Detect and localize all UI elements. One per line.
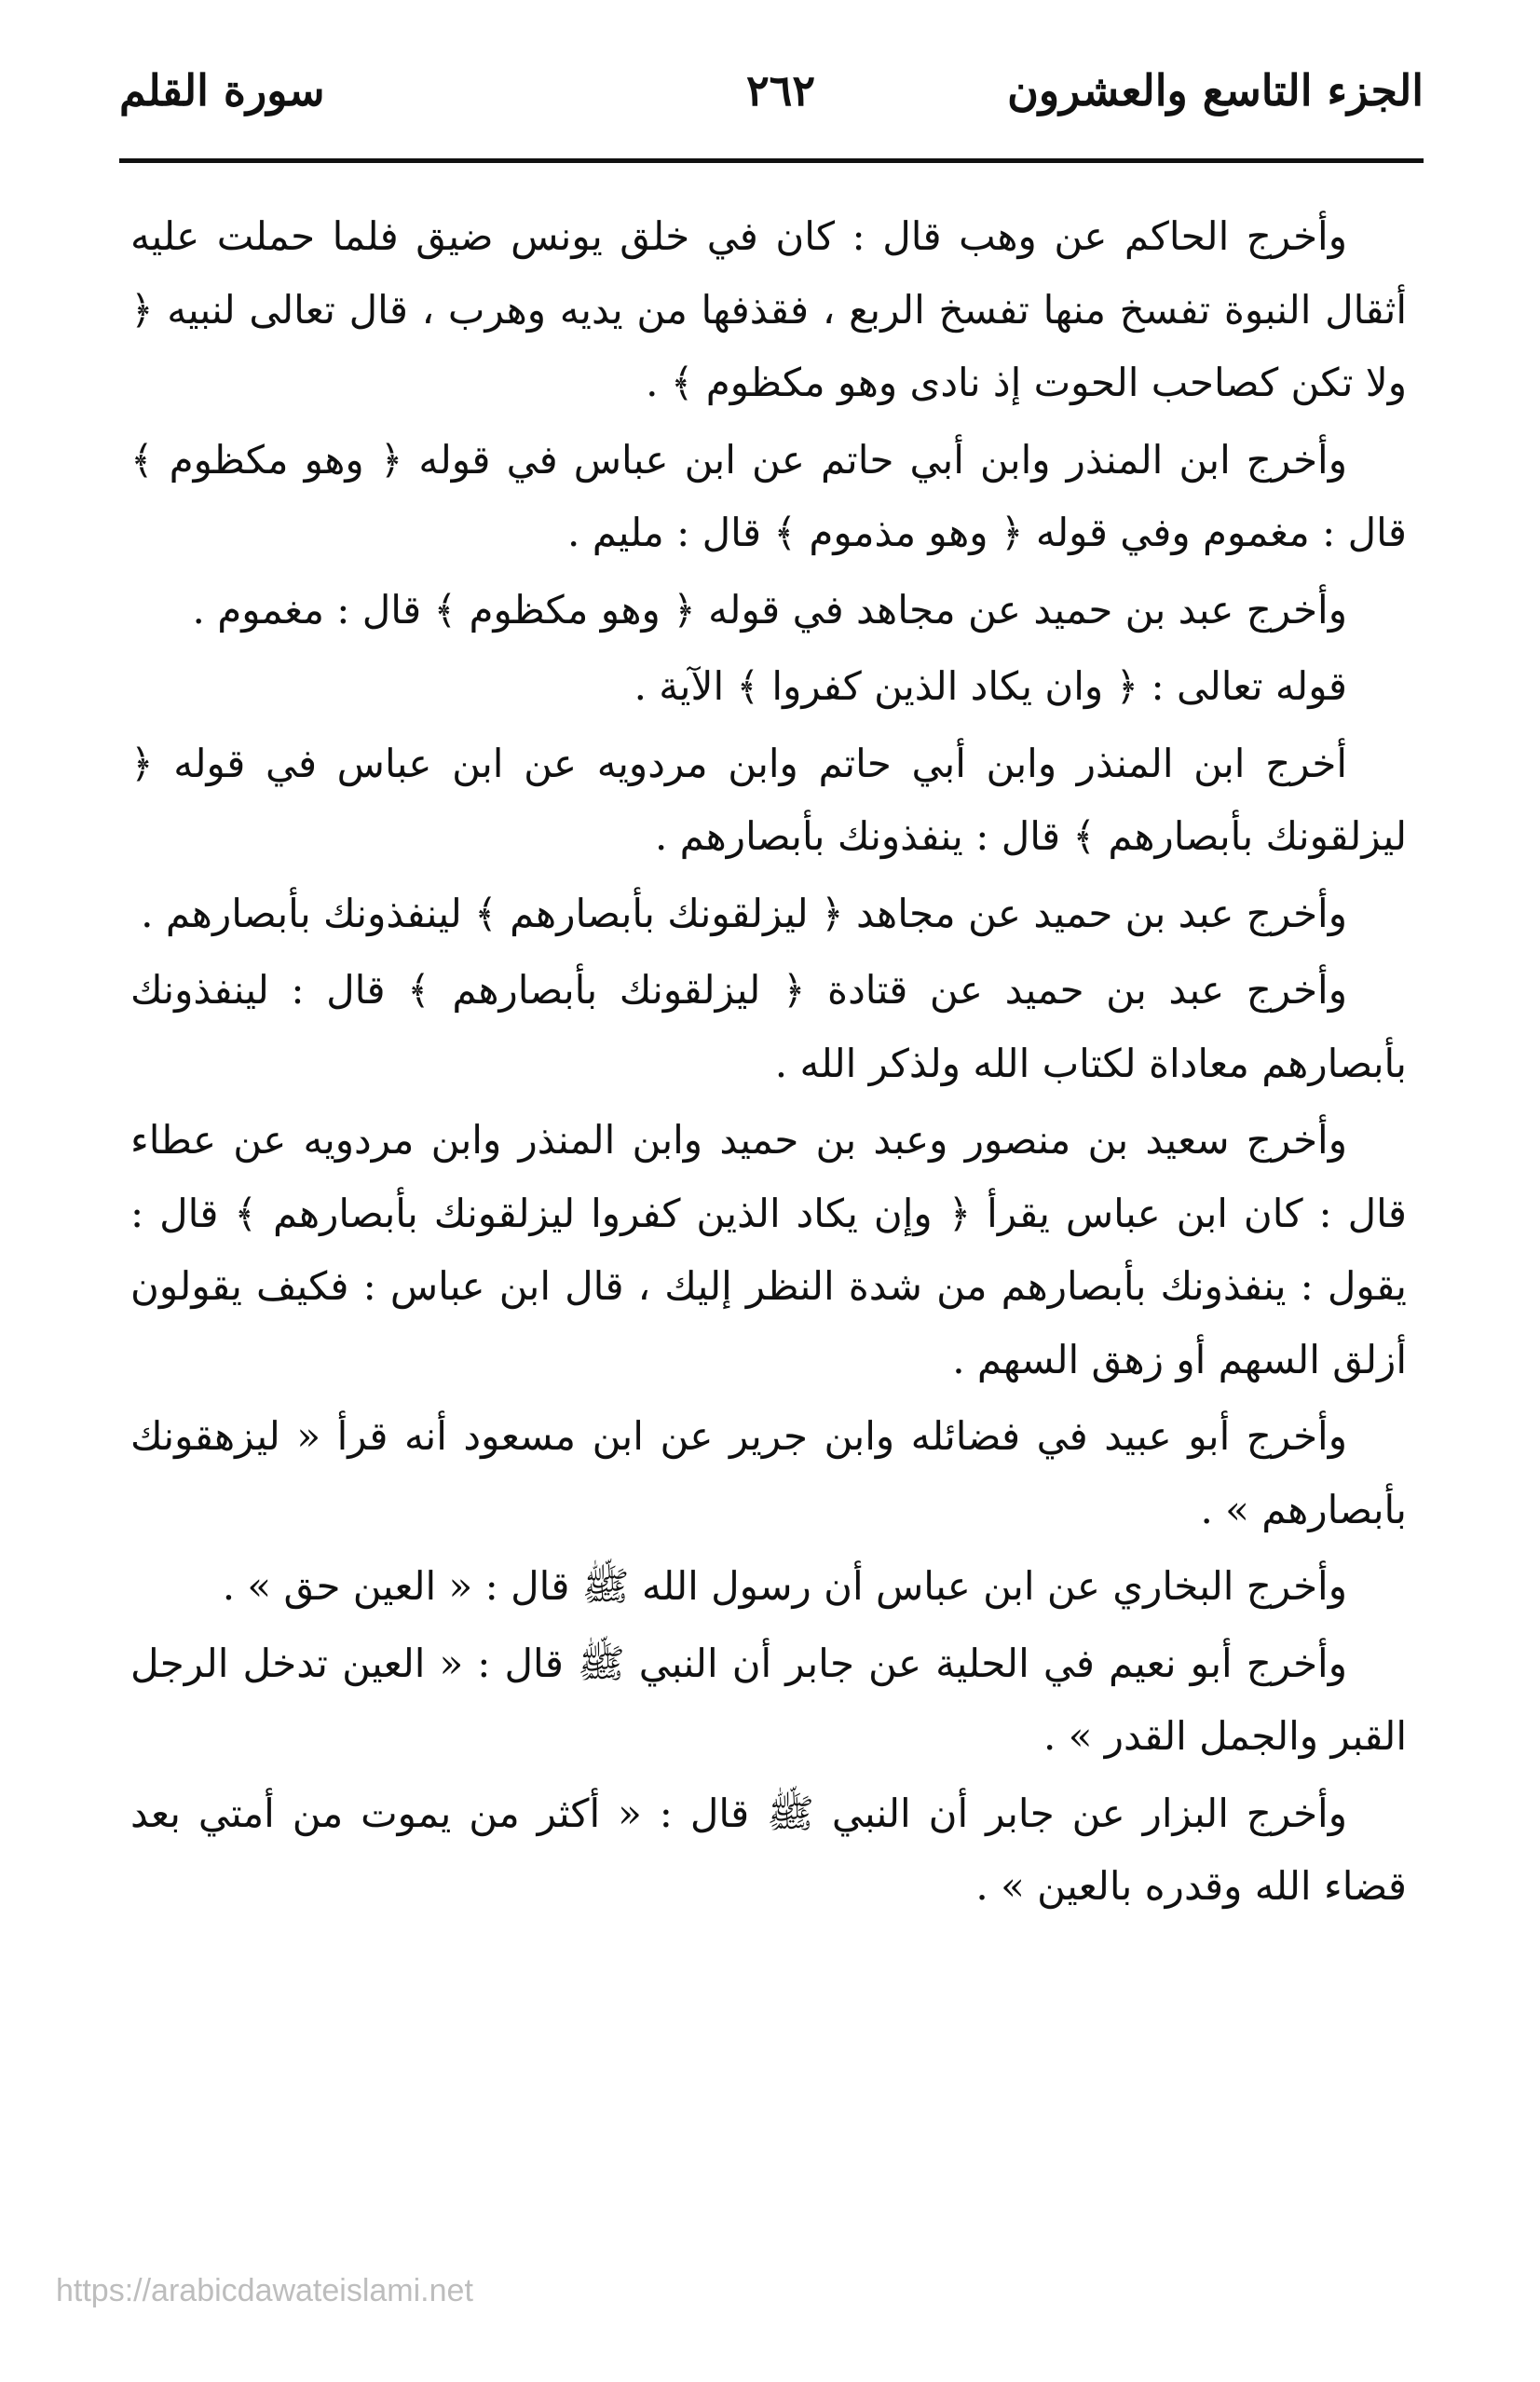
header-rule: [119, 158, 1424, 163]
body-text: [130, 200, 1407, 1927]
paragraph: وأخرج عبد بن حميد عن مجاهد ﴿ ليزلقونك بأبصارهم ﴾ لينفذونك بأبصارهم .: [141, 890, 1347, 936]
running-header: [119, 58, 1424, 142]
juz-label: الجزء التاسع والعشرون: [1007, 65, 1424, 116]
paragraph: وأخرج أبو عبيد في فضائله وابن جرير عن ابن مسعود أنه قرأ « ليزهقونك بأبصارهم » .: [130, 1413, 1407, 1532]
surah-label: سورة القلم: [119, 65, 325, 116]
paragraph: أخرج ابن المنذر وابن أبي حاتم وابن مردويه عن ابن عباس في قوله ﴿ ليزلقونك بأبصارهم ﴾ قال : ينفذونك بأبصارهم .: [130, 740, 1407, 859]
paragraph: وأخرج ابن المنذر وابن أبي حاتم عن ابن عباس في قوله ﴿ وهو مكظوم ﴾ قال : مغموم وفي قوله ﴿ وهو مذموم ﴾ قال : مليم .: [130, 436, 1407, 555]
paragraph: وأخرج البزار عن جابر أن النبي ﷺ قال : « أكثر من يموت من أمتي بعد قضاء الله وقدره بالعين » .: [130, 1790, 1407, 1909]
paragraph: وأخرج عبد بن حميد عن قتادة ﴿ ليزلقونك بأبصارهم ﴾ قال : لينفذونك بأبصارهم معاداة لكتاب الله ولذكر الله .: [130, 967, 1407, 1086]
paragraph: وأخرج عبد بن حميد عن مجاهد في قوله ﴿ وهو مكظوم ﴾ قال : مغموم .: [192, 586, 1347, 633]
paragraph: وأخرج أبو نعيم في الحلية عن جابر أن النبي ﷺ قال : « العين تدخل الرجل القبر والجمل القدر » .: [130, 1640, 1407, 1759]
source-watermark: https://arabicdawateislami.net: [56, 2273, 473, 2308]
paragraph: قوله تعالى : ﴿ وان يكاد الذين كفروا ﴾ الآية .: [634, 663, 1347, 709]
paragraph: وأخرج الحاكم عن وهب قال : كان في خلق يونس ضيق فلما حملت عليه أثقال النبوة تفسخ منها تفسخ الربع ، فقذفها من يديه وهرب ، قال تعالى لنبيه ﴿ ولا تكن كصاحب الحوت إذ نادى وهو مكظوم ﴾ .: [130, 213, 1407, 405]
paragraph: وأخرج سعيد بن منصور وعبد بن حميد وابن المنذر وابن مردويه عن عطاء قال : كان ابن عباس يقرأ ﴿ وإن يكاد الذين كفروا ليزلقونك بأبصارهم ﴾ قال : يقول : ينفذونك بأبصارهم من شدة النظر إليك ، قال ابن عباس : فكيف يقولون أزلق السهم أو زهق السهم .: [130, 1117, 1407, 1382]
page-number: ٢٦٢: [745, 65, 816, 116]
paragraph: وأخرج البخاري عن ابن عباس أن رسول الله ﷺ قال : « العين حق » .: [222, 1563, 1347, 1609]
